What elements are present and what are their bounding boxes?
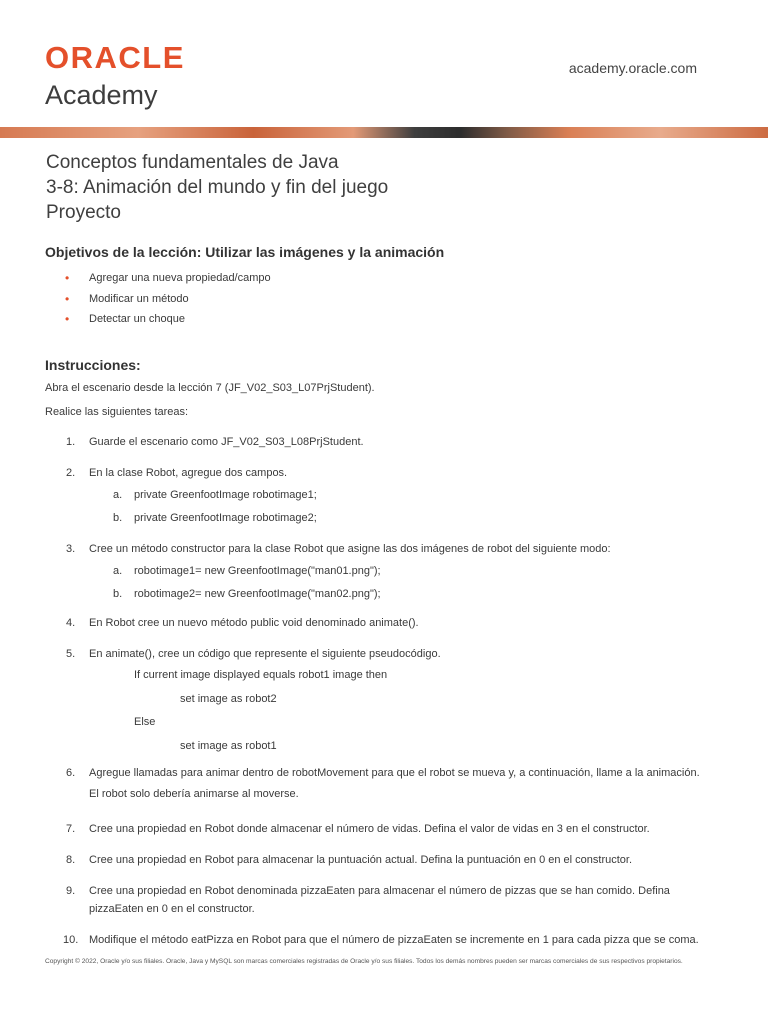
step-number: 5. — [66, 647, 76, 660]
document-type: Proyecto — [46, 202, 121, 223]
logo-brand: ORACLE — [45, 40, 185, 75]
objectives-list — [45, 268, 725, 330]
step-item — [45, 464, 725, 482]
pseudocode-line: set image as robot1 — [180, 739, 277, 752]
step-text: Cree una propiedad en Robot donde almacenar el número de vidas. Defina el valor de vidas en 3 en el constructor. — [89, 822, 650, 835]
step-item — [45, 851, 725, 869]
step-text: Guarde el escenario como JF_V02_S03_L08PrjStudent. — [89, 435, 364, 448]
objectives-heading: Objetivos de la lección: Utilizar las imágenes y la animación — [45, 244, 445, 260]
step-number: 7. — [66, 822, 76, 835]
instructions-heading: Instrucciones: — [45, 356, 141, 373]
step-text: En la clase Robot, agregue dos campos. — [89, 466, 288, 479]
step-item — [45, 645, 725, 663]
bullet-icon: • — [65, 291, 70, 306]
sub-step-text: robotimage2= new GreenfootImage("man02.png"); — [134, 587, 381, 600]
lesson-title: 3-8: Animación del mundo y fin del juego — [46, 177, 389, 198]
sub-step-item — [45, 585, 725, 603]
objective-text: Detectar un choque — [89, 313, 186, 325]
step-text: Cree un método constructor para la clase Robot que asigne las dos imágenes de robot del siguiente modo: — [89, 542, 611, 555]
sub-step-item — [45, 486, 725, 504]
list-item — [45, 289, 725, 310]
step-text: En Robot cree un nuevo método public void denominado animate(). — [89, 616, 419, 629]
step-text-continued: El robot solo debería animarse al moverse. — [89, 787, 299, 800]
step-text: Agregue llamadas para animar dentro de robotMovement para que el robot se mueva y, a continuación, llame a la animación. — [89, 766, 700, 779]
step-item — [45, 882, 725, 900]
step-item — [45, 764, 725, 782]
sub-step-item — [45, 562, 725, 580]
step-text: En animate(), cree un código que represente el siguiente pseudocódigo. — [89, 647, 441, 660]
step-text: Modifique el método eatPizza en Robot para que el número de pizzaEaten se incremente en 1 para cada pizza que se coma. — [89, 933, 699, 946]
sub-step-text: robotimage1= new GreenfootImage("man01.png"); — [134, 564, 381, 577]
step-number: 10. — [63, 933, 79, 946]
decorative-banner — [0, 127, 768, 138]
step-number: 8. — [66, 853, 76, 866]
pseudocode-line: set image as robot2 — [180, 692, 277, 705]
step-item — [45, 614, 725, 632]
step-number: 6. — [66, 766, 76, 779]
sub-step-letter: a. — [113, 564, 123, 577]
step-item — [45, 540, 725, 558]
sub-step-letter: b. — [113, 511, 123, 524]
objective-text: Modificar un método — [89, 292, 189, 305]
step-number: 9. — [66, 884, 76, 897]
oracle-academy-logo — [45, 40, 185, 111]
step-number: 4. — [66, 616, 76, 629]
list-item — [45, 268, 725, 289]
document-body — [45, 240, 725, 949]
logo-product: Academy — [45, 80, 158, 110]
step-text: Cree una propiedad en Robot para almacenar la puntuación actual. Defina la puntuación en 0 en el constructor. — [89, 853, 633, 866]
step-text-continued: pizzaEaten en 0 en el constructor. — [89, 902, 255, 915]
site-url-link[interactable]: academy.oracle.com — [568, 60, 697, 76]
sub-step-letter: a. — [113, 488, 123, 501]
course-title: Conceptos fundamentales de Java — [46, 152, 339, 173]
document-titles — [46, 150, 388, 225]
step-continuation — [45, 900, 725, 918]
step-text: Cree una propiedad en Robot denominada pizzaEaten para almacenar el número de pizzas que se han comido. Defina — [89, 884, 670, 897]
step-item — [45, 433, 725, 451]
pseudocode-line: Else — [134, 715, 156, 728]
bullet-icon: • — [65, 312, 70, 326]
sub-step-item — [45, 509, 725, 527]
step-number: 3. — [66, 542, 76, 555]
sub-step-text: private GreenfootImage robotimage1; — [134, 488, 317, 501]
instructions-intro-2: Realice las siguientes tareas: — [45, 405, 189, 418]
step-number: 1. — [66, 435, 76, 448]
instructions-intro: Abra el escenario desde la lección 7 (JF_V02_S03_L07PrjStudent). — [45, 381, 375, 394]
sub-step-letter: b. — [113, 587, 123, 600]
step-item — [45, 931, 725, 949]
copyright-footer: Copyright © 2022, Oracle y/o sus filiales. Oracle, Java y MySQL son marcas comerciales registradas de Oracle y/o sus filiales. Todos los demás nombres pueden ser marcas comerciales de sus respectivos propietarios. — [45, 958, 683, 965]
list-item — [45, 309, 725, 330]
sub-step-text: private GreenfootImage robotimage2; — [134, 511, 317, 524]
step-continuation — [45, 785, 725, 803]
step-number: 2. — [66, 466, 76, 479]
step-item — [45, 820, 725, 838]
objective-text: Agregar una nueva propiedad/campo — [89, 272, 271, 284]
bullet-icon: • — [65, 271, 70, 285]
pseudocode-line: If current image displayed equals robot1 image then — [134, 668, 388, 681]
